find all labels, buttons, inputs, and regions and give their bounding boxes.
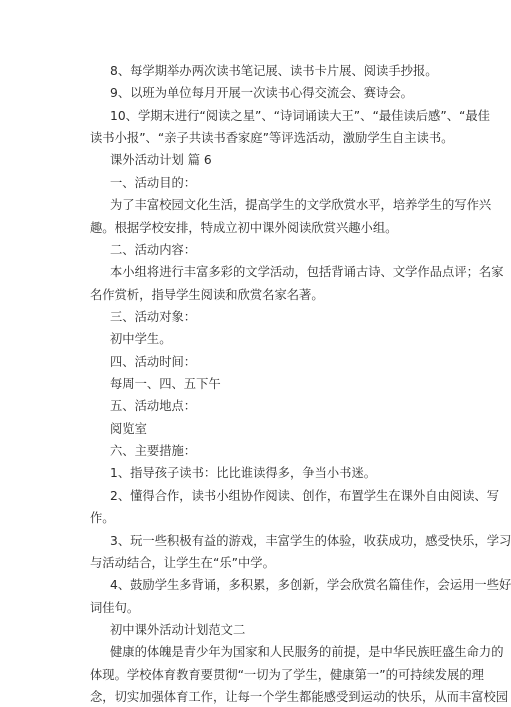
- measure-item-1: 1、指导孩子读书：比比谁读得多，争当小书迷。: [110, 466, 377, 481]
- paragraph-time: 每周一、四、五下午: [110, 377, 221, 391]
- list-item-9: 9、以班为单位每月开展一次读书心得交流会、赛诗会。: [110, 86, 413, 101]
- paragraph-content-cont: 名作赏析，指导学生阅读和欣赏名家名著。: [90, 287, 324, 302]
- list-item-10: 10、学期末进行“阅读之星”、“诗词诵读大王”、“最佳读后感”、“最佳: [110, 108, 490, 123]
- heading-activity-location: 五、活动地点：: [110, 399, 197, 414]
- heading-activity-time: 四、活动时间：: [110, 354, 197, 369]
- section-title-sample-2: 初中课外活动计划范文二: [110, 622, 246, 637]
- heading-activity-target: 三、活动对象：: [110, 309, 197, 324]
- list-item-8: 8、每学期举办两次读书笔记展、读书卡片展、阅读手抄报。: [110, 64, 438, 78]
- paragraph-health-cont: 体现。学校体育教育要贯彻“一切为了学生，健康第一”的可持续发展的理: [90, 667, 484, 682]
- list-item-10-cont: 读书小报”、“亲子共读书香家庭”等评选活动，激励学生自主读书。: [90, 131, 454, 146]
- paragraph-purpose: 为了丰富校园文化生活，提高学生的文学欣赏水平，培养学生的写作兴: [110, 198, 492, 213]
- paragraph-purpose-cont: 趣。根据学校安排，特成立初中课外阅读欣赏兴趣小组。: [90, 220, 398, 235]
- measure-item-3: 3、玩一些积极有益的游戏，丰富学生的体验，收获成功，感受快乐，学习: [110, 533, 511, 548]
- paragraph-content: 本小组将进行丰富多彩的文学活动，包括背诵古诗、文学作品点评；名家: [110, 265, 504, 280]
- paragraph-health-cont-2: 念，切实加强体育工作，让每一个学生都能感受到运动的快乐，从而丰富校园: [90, 690, 509, 704]
- paragraph-location: 阅览室: [110, 421, 147, 436]
- section-title-plan-6: 课外活动计划 篇 6: [110, 153, 212, 168]
- heading-activity-purpose: 一、活动目的：: [110, 175, 197, 190]
- heading-main-measures: 六、主要措施：: [110, 444, 197, 459]
- measure-item-4: 4、鼓励学生多背诵，多积累，多创新，学会欣赏名篇佳作，会运用一些好: [110, 578, 511, 593]
- heading-activity-content: 二、活动内容：: [110, 242, 197, 257]
- measure-item-2: 2、懂得合作，读书小组协作阅读、创作，布置学生在课外自由阅读、写: [110, 488, 500, 503]
- paragraph-target: 初中学生。: [110, 332, 172, 347]
- measure-item-2-cont: 作。: [90, 511, 115, 526]
- measure-item-4-cont: 词佳句。: [90, 600, 140, 615]
- measure-item-3-cont: 与活动结合，让学生在“乐”中学。: [90, 555, 275, 570]
- paragraph-health: 健康的体魄是青少年为国家和人民服务的前提，是中华民族旺盛生命力的: [110, 645, 504, 660]
